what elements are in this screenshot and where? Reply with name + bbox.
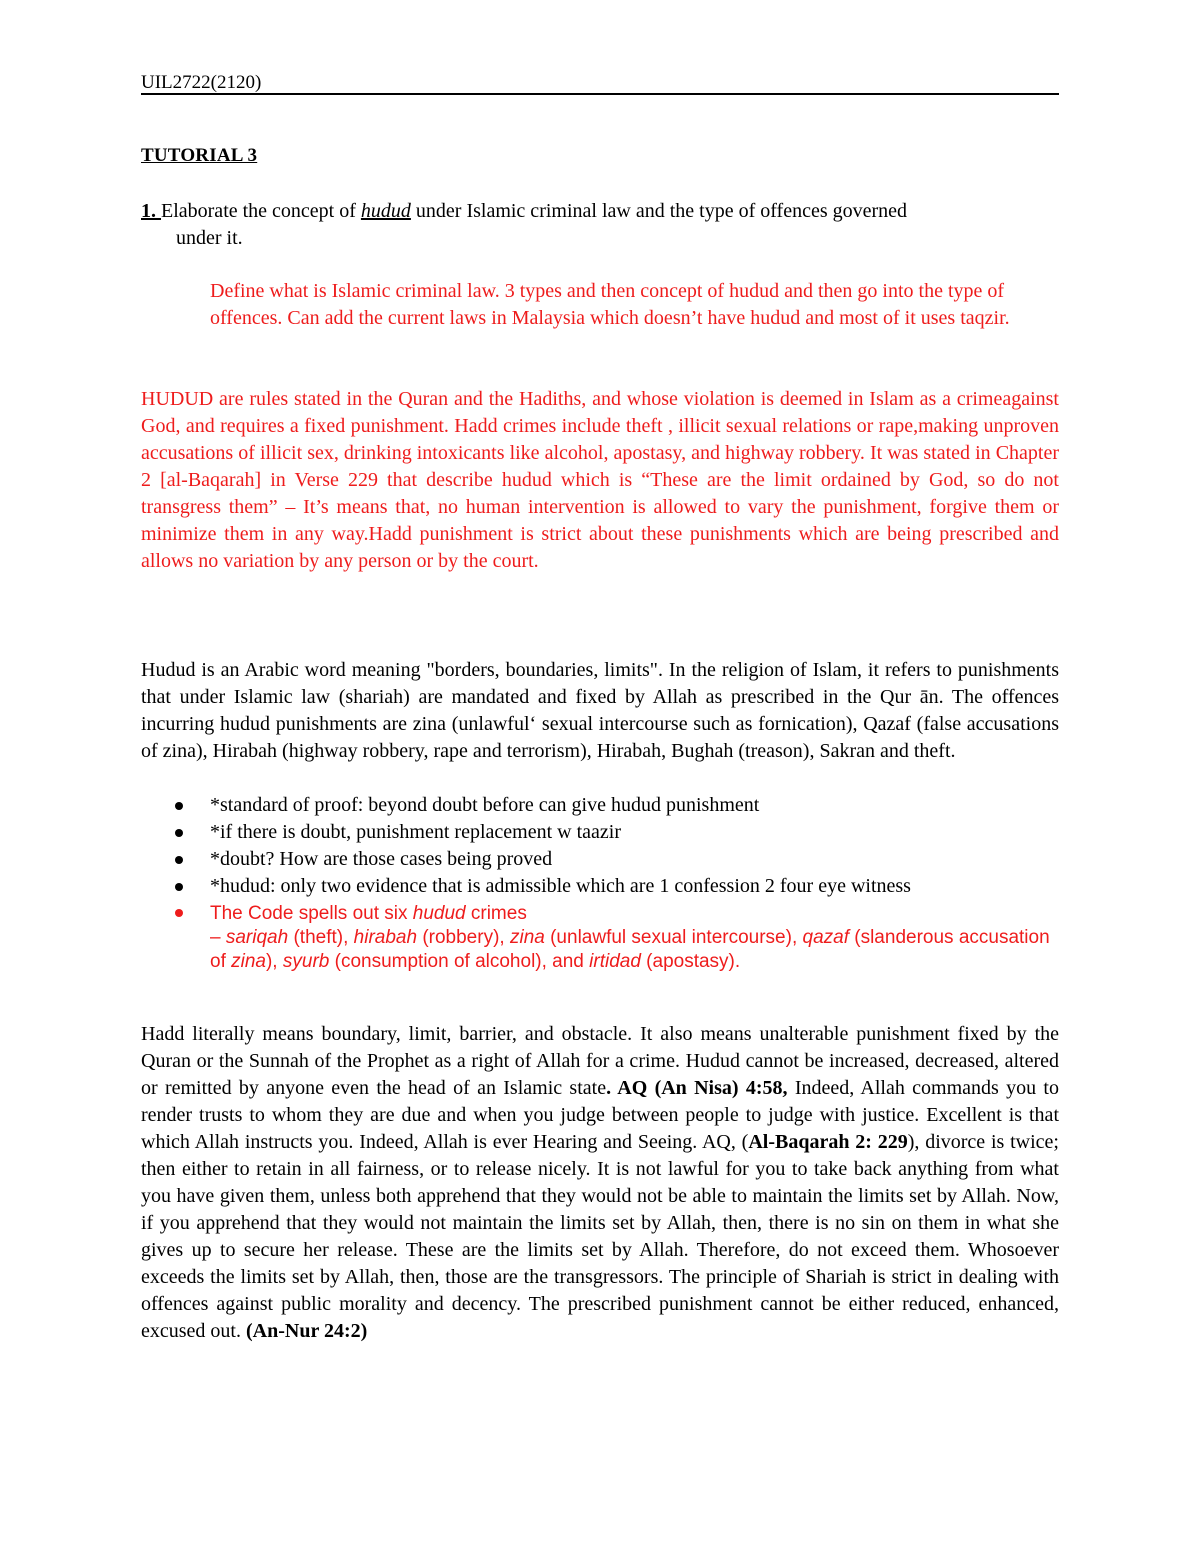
bullet-icon <box>175 856 183 864</box>
question-text-after: under Islamic criminal law and the type of offences governed <box>410 200 908 222</box>
quran-reference: . AQ (An Nisa) 4:58, <box>606 1077 788 1099</box>
bullet-icon <box>175 909 183 917</box>
quran-reference: Al-Baqarah 2: 229 <box>748 1131 908 1153</box>
list-item: *hudud: only two evidence that is admissible which are 1 confession 2 four eye witness <box>170 873 1060 900</box>
question-number: 1. <box>141 200 161 222</box>
list-item: *standard of proof: beyond doubt before can give hudud punishment <box>170 792 1060 819</box>
quran-reference: (An-Nur 24:2) <box>245 1320 368 1342</box>
list-item: *doubt? How are those cases being proved <box>170 846 1060 873</box>
code-crimes-list-item: The Code spells out six hudud crimes – sariqah (theft), hirabah (robbery), zina (unlawful sexual intercourse), qazaf (slanderous accusation of zina), syurb (consumption of alcohol), and irtidad (apostasy). <box>170 900 1060 974</box>
hudud-arabic-paragraph: Hudud is an Arabic word meaning "borders, boundaries, limits". In the religion of Islam, it refers to punishments that under Islamic law (shariah) are mandated and fixed by Allah as prescribed in the Qur ān. The offences incurring hudud punishments are zina (unlawful‘ sexual intercourse such as fornication), Qazaf (false accusations of zina), Hirabah (highway robbery, rape and terrorism), Hirabah, Bughah (treason), Sakran and theft. <box>141 659 1059 762</box>
question-term: hudud <box>360 200 411 222</box>
question-1 <box>141 198 1059 252</box>
question-continuation: under it. <box>176 227 243 249</box>
bullet-icon <box>175 829 183 837</box>
bullet-icon <box>175 802 183 810</box>
header-rule <box>141 93 1059 95</box>
hadd-paragraph: Hadd literally means boundary, limit, barrier, and obstacle. It also means unalterable punishment fixed by the Quran or the Sunnah of the Prophet as a right of Allah for a crime. Hudud cannot be increased, decreased, altered or remitted by anyone even the head of an Islamic state. AQ (An Nisa) 4:58, Indeed, Allah commands you to render trusts to whom they are due and when you judge between people to judge with justice. Excellent is that which Allah instructs you. Indeed, Allah is ever Hearing and Seeing. AQ, (Al-Baqarah 2: 229), divorce is twice; then either to retain in all fairness, or to release nicely. It is not lawful for you to take back anything from what you have given them, unless both apprehend that they would not be able to maintain the limits set by Allah. Now, if you apprehend that they would not maintain the limits set by Allah, then, there is no sin on them in what she gives up to secure her release. These are the limits set by Allah. Therefore, do not exceed them. Whosoever exceeds the limits set by Allah, then, those are the transgressors. The principle of Shariah is strict in dealing with offences against public morality and decency. The prescribed punishment cannot be either reduced, enhanced, excused out. (An-Nur 24:2) <box>141 1023 1059 1342</box>
hudud-definition-paragraph: HUDUD are rules stated in the Quran and the Hadiths, and whose violation is deemed in Islam as a crimeagainst God, and requires a fixed punishment. Hadd crimes include theft , illicit sexual relations or rape,making unproven accusations of illicit sex, drinking intoxicants like alcohol, apostasy, and highway robbery. It was stated in Chapter 2 [al-Baqarah] in Verse 229 that describe hudud which is “These are the limit ordained by God, so do not transgress them” – It’s means that, no human intervention is allowed to vary the punishment, forgive them or minimize them in any way.Hadd punishment is strict about these punishments which are being prescribed and allows no variation by any person or by the court. <box>141 388 1059 572</box>
bullet-icon <box>175 883 183 891</box>
question-text-before: Elaborate the concept of <box>161 200 361 222</box>
tutorial-title: TUTORIAL 3 <box>141 145 258 166</box>
course-code-header: UIL2722(2120) <box>141 72 262 93</box>
list-item: *if there is doubt, punishment replacement w taazir <box>170 819 1060 846</box>
answer-guidance-note: Define what is Islamic criminal law. 3 types and then concept of hudud and then go into the type of offences. Can add the current laws in Malaysia which doesn’t have hudud and most of it uses taqzir. <box>210 280 1010 329</box>
notes-bullet-list <box>170 792 1060 974</box>
